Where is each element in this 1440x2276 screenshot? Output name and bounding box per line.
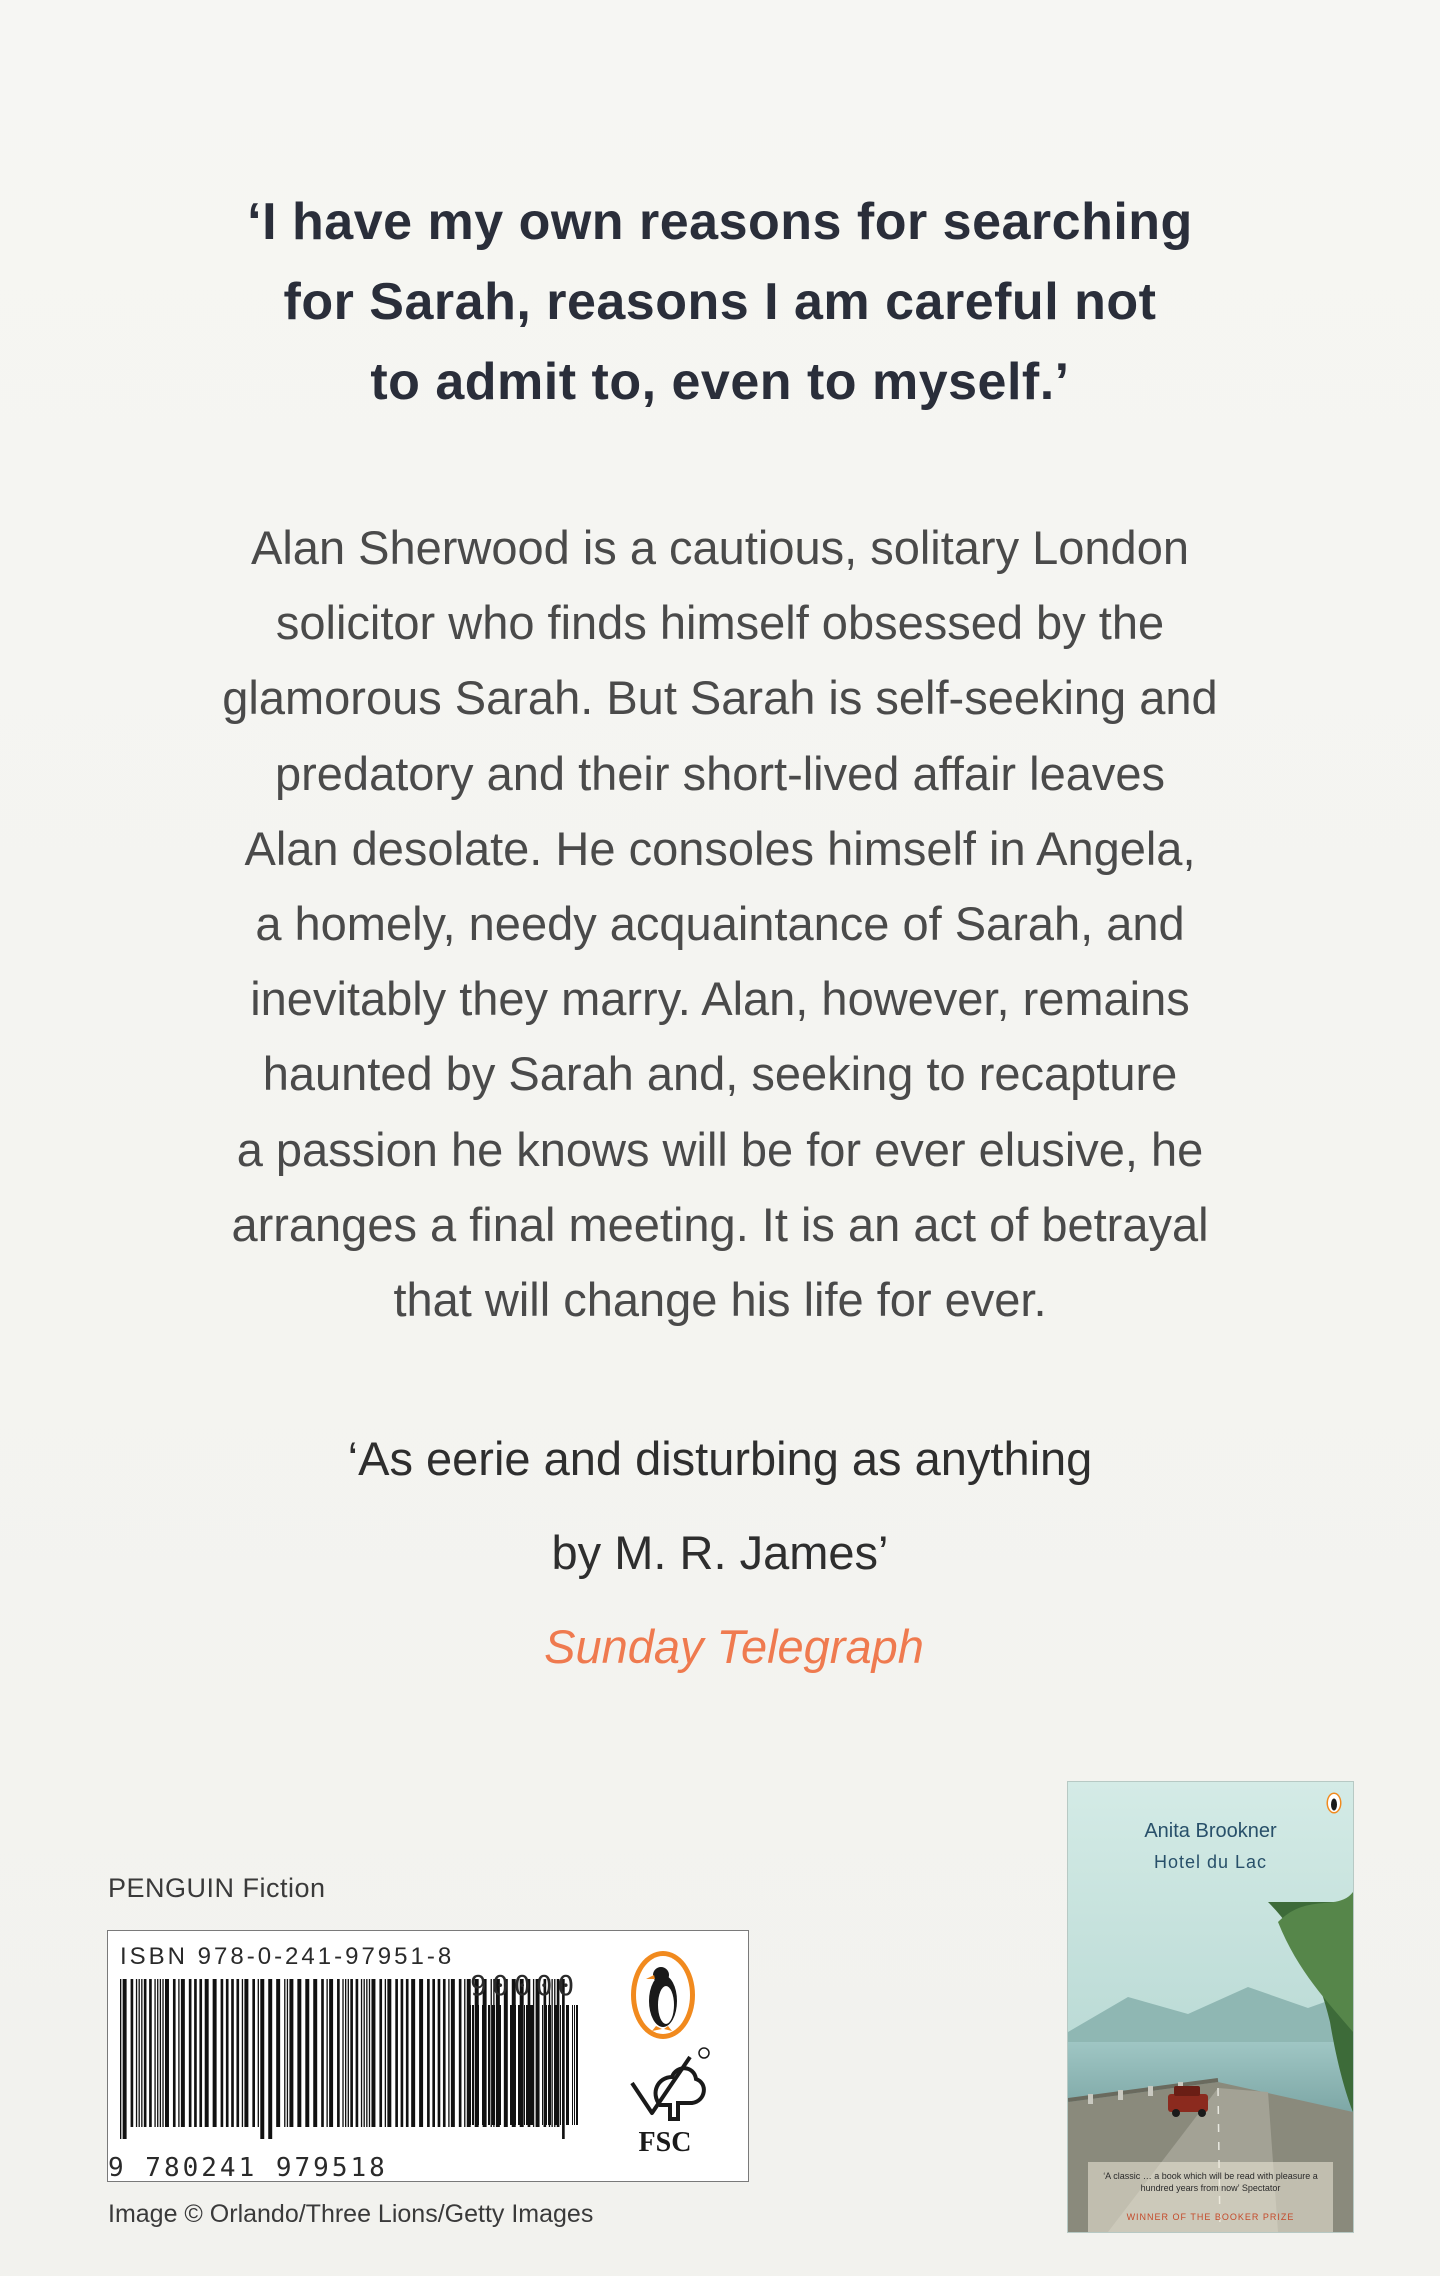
barcode-bar [572, 2005, 573, 2125]
barcode-bar [154, 1979, 155, 2127]
blurb [170, 510, 1270, 1337]
barcode-bar [536, 2005, 539, 2125]
barcode-bar [321, 1979, 324, 2127]
barcode-bar [165, 1979, 169, 2127]
barcode-bar [464, 1979, 465, 2127]
barcode-bar [131, 1979, 134, 2127]
barcode-bar [472, 2005, 474, 2125]
barcode-bar [313, 1979, 317, 2127]
barcode-bar [385, 1979, 386, 2127]
barcode-bar [242, 1979, 243, 2127]
review-line-2 [160, 1506, 1280, 1694]
barcode-bar [189, 1979, 192, 2127]
blurb-line: inevitably they marry. Alan, however, remains [250, 972, 1190, 1026]
penguin-logo-icon [628, 1949, 698, 2041]
barcode-bar [329, 1979, 333, 2127]
barcode-bar [504, 2005, 507, 2125]
barcode-bar [276, 1979, 280, 2127]
imprint-label: PENGUIN Fiction [108, 1873, 326, 1903]
barcode-bar [476, 2005, 479, 2125]
barcode-bar [554, 2005, 557, 2125]
barcode-bar [178, 1979, 179, 2127]
barcode-bar [289, 1979, 293, 2127]
barcode-bar [451, 1979, 455, 2127]
barcode-bar [244, 1979, 248, 2127]
thumbnail-quote: ‘A classic … a book which will be read with pleasure a hundred years from now’ Spectator [1103, 2171, 1318, 2193]
barcode-bar [356, 1979, 359, 2127]
barcode-bar [348, 1979, 349, 2127]
blurb-line: Alan desolate. He consoles himself in Angela, [244, 821, 1196, 875]
thumbnail-author: Anita Brookner [1144, 1820, 1277, 1842]
barcode-bar [419, 1979, 423, 2127]
barcode-bar [287, 1979, 288, 2127]
barcode-bar [459, 1979, 462, 2127]
barcode-bar [406, 1979, 409, 2127]
barcode-bar [379, 1979, 382, 2127]
barcode-bar [342, 1979, 343, 2127]
barcode-bar [326, 1979, 327, 2127]
barcode-bar [205, 1979, 209, 2127]
review-line-1: ‘As eerie and disturbing as anything [347, 1432, 1093, 1485]
barcode-bar [337, 1979, 340, 2127]
barcode-bar [364, 1979, 365, 2127]
barcode-bar [510, 2005, 512, 2125]
tagline-line: for Sarah, reasons I am careful not [283, 273, 1157, 331]
barcode-bar [199, 1979, 202, 2127]
barcode-bar [139, 1979, 140, 2127]
barcode-bar [160, 1979, 161, 2127]
blurb-line: solicitor who finds himself obsessed by the [275, 596, 1165, 650]
barcode-bar [144, 1979, 147, 2127]
barcode-bar [492, 2005, 495, 2125]
barcode-bar [260, 1979, 264, 2139]
barcode-bar [518, 2005, 521, 2125]
barcode-bar [482, 2005, 483, 2125]
related-book-thumbnail[interactable] [1068, 1782, 1353, 2232]
addon-digits: 90000 [470, 1969, 580, 2002]
blurb-line: a passion he knows will be for ever elusive, he [236, 1122, 1204, 1176]
barcode-bar [530, 2005, 533, 2125]
thumbnail-prize: WINNER OF THE BOOKER PRIZE [1126, 2212, 1295, 2222]
blurb-line: that will change his life for ever. [393, 1273, 1047, 1327]
barcode-bar [514, 2005, 516, 2125]
review-text: by M. R. James’ [551, 1526, 889, 1579]
barcode-bar [284, 1979, 285, 2127]
barcode-bar [141, 1979, 142, 2127]
barcode-bar [350, 1979, 353, 2127]
barcode-bar [524, 2005, 525, 2125]
blurb-line: predatory and their short-lived affair leaves [275, 746, 1165, 800]
blurb-line: glamorous Sarah. But Sarah is self-seeking and [222, 671, 1218, 725]
barcode-bar [546, 2005, 547, 2125]
barcode-digits: 9 780241 979518 [108, 2153, 388, 2183]
barcode-bar [120, 1979, 121, 2139]
barcode-bar [562, 2005, 564, 2125]
blurb-line: a homely, needy acquaintance of Sarah, and [255, 897, 1185, 951]
barcode-bar [371, 1979, 375, 2127]
barcode-bar [544, 2005, 545, 2125]
review-source: Sunday Telegraph [544, 1620, 924, 1673]
barcode-bar [401, 1979, 404, 2127]
barcode-bar [448, 1979, 449, 2127]
barcode-bar [498, 2005, 501, 2125]
fsc-logo [620, 2043, 710, 2163]
barcode-bar [366, 1979, 367, 2127]
barcode-bar [213, 1979, 217, 2127]
barcode-bar [470, 2005, 471, 2125]
barcode-bar [236, 1979, 239, 2127]
barcode-bar [231, 1979, 234, 2127]
barcode-bar [173, 1979, 176, 2127]
barcode-bar [252, 1979, 255, 2127]
barcode-bar [149, 1979, 152, 2127]
barcode-bar [484, 2005, 486, 2125]
barcode-bar [369, 1979, 370, 2127]
barcode-bar [162, 1979, 163, 2127]
barcode-bar [123, 1979, 127, 2139]
barcode-bar [526, 2005, 528, 2125]
barcode-bar [574, 2005, 575, 2125]
tagline-quote [160, 182, 1280, 422]
barcode-bar [443, 1979, 446, 2127]
barcode-bar [432, 1979, 435, 2127]
barcode-bar [566, 2005, 569, 2125]
barcode-bar [221, 1979, 224, 2127]
barcode-bar [548, 2005, 551, 2125]
barcode-bar [576, 2005, 578, 2125]
addon-barcode [470, 2005, 580, 2137]
barcode-bar [268, 1979, 272, 2139]
barcode-bar [297, 1979, 301, 2127]
barcode-bar [542, 2005, 543, 2125]
barcode-bar [136, 1979, 137, 2127]
blurb-line: haunted by Sarah and, seeking to recapture [262, 1047, 1178, 1101]
tagline-line: to admit to, even to myself.’ [370, 353, 1070, 411]
barcode-bar [411, 1979, 415, 2127]
image-credit: Image © Orlando/Three Lions/Getty Images [108, 2200, 594, 2228]
barcode-box [107, 1930, 749, 2182]
blurb-line: arranges a final meeting. It is an act of betrayal [231, 1197, 1209, 1251]
barcode-bar [361, 1979, 362, 2127]
cover-landscape-image [1068, 1782, 1353, 2232]
barcode-bar [226, 1979, 229, 2127]
tree-check-icon [620, 2043, 710, 2127]
fsc-label: FSC [638, 2127, 692, 2158]
barcode-bar [345, 1979, 346, 2127]
barcode-bar [427, 1979, 430, 2127]
tagline-line: ‘I have my own reasons for searching [247, 193, 1193, 251]
barcode-bar [438, 1979, 441, 2127]
barcode-bar [194, 1979, 197, 2127]
barcode-bar [488, 2005, 490, 2125]
isbn-label: ISBN 978-0-241-97951-8 [120, 1943, 455, 1970]
barcode-bar [258, 1979, 259, 2127]
barcode-bar [181, 1979, 185, 2127]
review-quote [160, 1412, 1280, 1694]
blurb-line: Alan Sherwood is a cautious, solitary London [251, 521, 1189, 574]
penguin-small-icon [1326, 1792, 1342, 1814]
barcode-bar [560, 2005, 561, 2125]
barcode-bar [395, 1979, 398, 2127]
barcode-bar [157, 1979, 158, 2127]
barcode-bar [387, 1979, 391, 2127]
barcode-bar [305, 1979, 309, 2127]
thumbnail-title: Hotel du Lac [1153, 1852, 1268, 1872]
